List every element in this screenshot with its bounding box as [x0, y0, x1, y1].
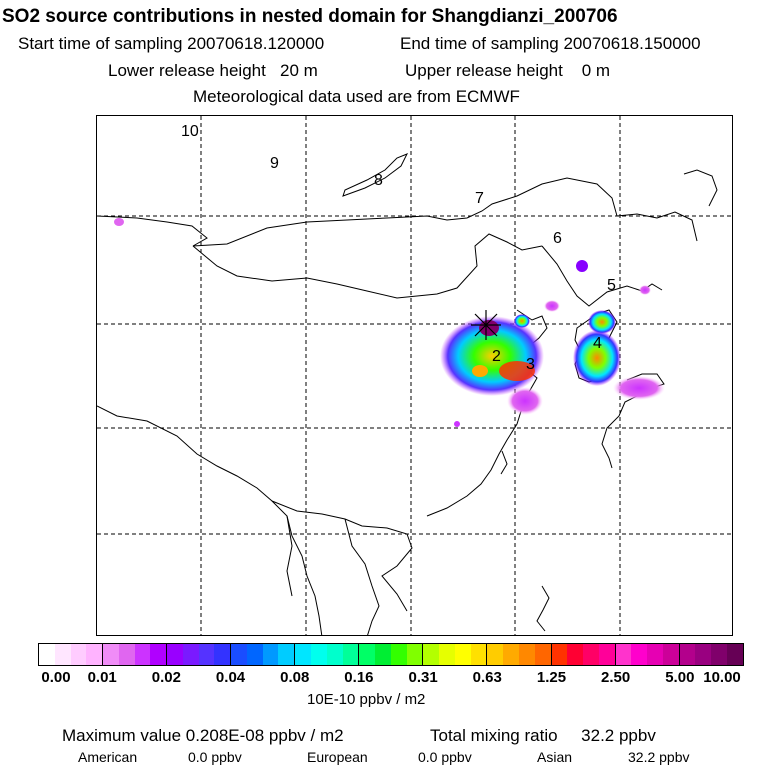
european-value: 0.0 ppbv: [418, 749, 472, 765]
colorbar-tick-label: 0.02: [151, 669, 181, 686]
colorbar-swatch: [615, 644, 632, 665]
colorbar-tick-label: 0.16: [344, 669, 374, 686]
colorbar-swatch: [439, 644, 455, 665]
colorbar-swatch: [631, 644, 647, 665]
colorbar-tick-label: 0.08: [280, 669, 310, 686]
colorbar-swatch: [695, 644, 711, 665]
colorbar-tick-label: 0.04: [215, 669, 246, 686]
map-panel: [96, 115, 733, 636]
colorbar-swatch: [422, 644, 439, 665]
colorbar-unit-label: 10E-10 ppbv / m2: [307, 691, 426, 708]
colorbar-swatch: [327, 644, 343, 665]
map-title: SO2 source contributions in nested domain for Shangdianzi_200706: [2, 6, 618, 27]
colorbar-swatch: [278, 644, 294, 665]
colorbar-swatch: [199, 644, 215, 665]
asian-value: 32.2 ppbv: [628, 749, 690, 765]
colorbar-swatch: [150, 644, 166, 665]
colorbar: [38, 643, 744, 666]
european-label: European: [307, 749, 368, 765]
colorbar-swatch: [519, 644, 535, 665]
meteorology-label: Meteorological data used are from ECMWF: [193, 87, 520, 106]
colorbar-swatch: [102, 644, 119, 665]
colorbar-swatch: [358, 644, 375, 665]
colorbar-swatch: [39, 644, 55, 665]
total-mixing-ratio-label: Total mixing ratio 32.2 ppbv: [430, 726, 656, 745]
colorbar-swatch: [663, 644, 679, 665]
map-svg: [97, 116, 733, 636]
colorbar-tick-label: 10.00: [703, 669, 741, 686]
start-time-label: Start time of sampling 20070618.120000: [18, 34, 325, 53]
colorbar-tick-label: 5.00: [665, 669, 695, 686]
colorbar-tick-label: 2.50: [601, 669, 631, 686]
colorbar-swatch: [679, 644, 696, 665]
colorbar-swatch: [551, 644, 568, 665]
colorbar-swatch: [727, 644, 743, 665]
colorbar-tick-label: 0.00: [41, 669, 71, 686]
colorbar-tick-label: 0.31: [408, 669, 438, 686]
colorbar-swatch: [294, 644, 311, 665]
colorbar-swatch: [375, 644, 391, 665]
region-label-7: 7: [475, 190, 484, 207]
colorbar-swatch: [583, 644, 599, 665]
american-value: 0.0 ppbv: [188, 749, 242, 765]
colorbar-swatch: [599, 644, 615, 665]
colorbar-swatch: [214, 644, 230, 665]
colorbar-swatch: [311, 644, 327, 665]
colorbar-swatch: [407, 644, 423, 665]
colorbar-swatch: [247, 644, 263, 665]
colorbar-swatch: [503, 644, 519, 665]
colorbar-swatch: [567, 644, 583, 665]
region-label-3: 3: [526, 356, 535, 373]
colorbar-tick-label: 1.25: [536, 669, 567, 686]
upper-release-label: Upper release height 0 m: [405, 61, 611, 80]
colorbar-swatch: [711, 644, 727, 665]
colorbar-swatch: [455, 644, 471, 665]
colorbar-swatch: [119, 644, 135, 665]
region-label-2: 2: [492, 348, 501, 365]
colorbar-swatch: [135, 644, 151, 665]
colorbar-swatch: [391, 644, 407, 665]
receptor-site-marker: [471, 310, 501, 340]
region-label-5: 5: [607, 277, 616, 294]
lower-release-label: Lower release height 20 m: [108, 61, 318, 80]
region-label-9: 9: [270, 155, 279, 172]
region-label-10: 10: [181, 123, 199, 140]
colorbar-swatch: [183, 644, 199, 665]
colorbar-swatch: [486, 644, 503, 665]
colorbar-swatch: [471, 644, 487, 665]
colorbar-swatch: [86, 644, 102, 665]
region-label-4: 4: [593, 335, 602, 352]
colorbar-swatch: [230, 644, 247, 665]
american-label: American: [78, 749, 138, 765]
colorbar-swatch: [343, 644, 359, 665]
colorbar-swatch: [535, 644, 551, 665]
asian-label: Asian: [537, 749, 573, 765]
colorbar-swatch: [263, 644, 279, 665]
colorbar-tick-label: 0.63: [472, 669, 502, 686]
end-time-label: End time of sampling 20070618.150000: [400, 34, 701, 53]
colorbar-swatch: [647, 644, 663, 665]
region-label-6: 6: [553, 230, 562, 247]
max-value-label: Maximum value 0.208E-08 ppbv / m2: [62, 726, 344, 745]
colorbar-swatch: [55, 644, 71, 665]
region-label-8: 8: [374, 172, 383, 189]
colorbar-swatch: [166, 644, 183, 665]
colorbar-swatch: [71, 644, 87, 665]
colorbar-tick-label: 0.01: [87, 669, 117, 686]
